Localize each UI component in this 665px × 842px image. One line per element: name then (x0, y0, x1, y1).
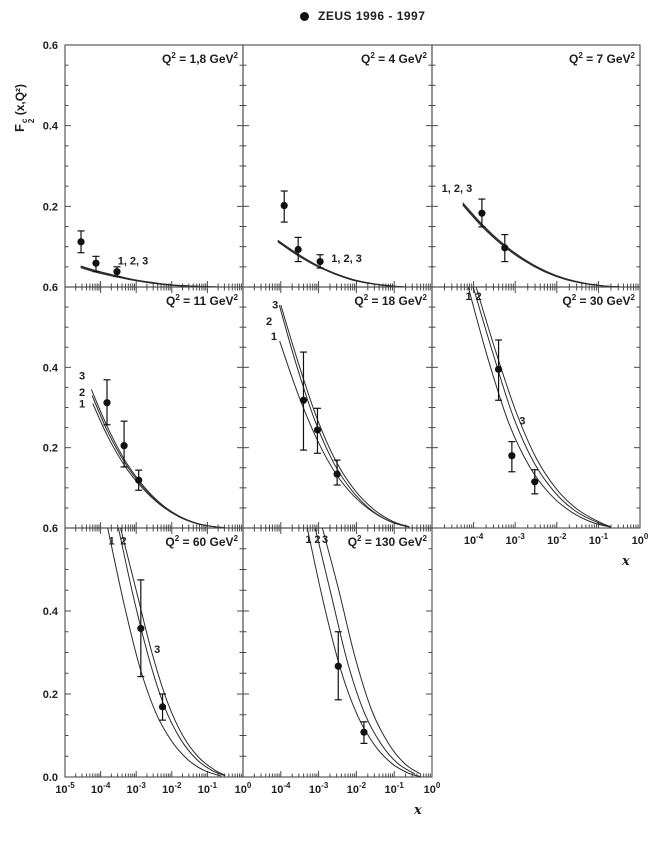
theory-curve-2 (118, 528, 225, 776)
x-tick-label: $10^{-4}$ (463, 532, 484, 547)
panel-q2-60 (43, 523, 252, 796)
panel-ticks (432, 287, 640, 528)
panel-q2-1.8 (43, 40, 243, 287)
data-point (478, 210, 485, 217)
panel-q2-11 (43, 282, 243, 528)
panel-frame (432, 287, 640, 528)
curve-label: 3 (272, 299, 279, 312)
data-point (508, 452, 515, 459)
theory-curve-3 (121, 528, 226, 775)
theory-curve-3 (281, 305, 410, 527)
y-axis-subscript: 2 (27, 118, 36, 124)
curve-label: 2 (120, 535, 127, 548)
x-axis-name: x (622, 554, 630, 569)
x-tick-label: $10^{-1}$ (384, 781, 404, 796)
x-tick-label: $10^{-2}$ (346, 781, 367, 796)
y-tick-label: 0.6 (42, 40, 58, 52)
data-point (159, 703, 166, 710)
y-tick-label: 0.2 (42, 442, 58, 455)
x-tick-label: $10^{-1}$ (588, 532, 609, 547)
curve-label: 3 (519, 415, 526, 428)
theory-curve-2 (473, 287, 611, 527)
curve-label: 1, 2, 3 (441, 183, 473, 196)
data-point (495, 366, 502, 373)
x-tick-label: $10^{-1}$ (197, 781, 218, 796)
x-tick-label: $10^{-5}$ (55, 781, 75, 796)
theory-curve-1 (280, 341, 410, 527)
data-point (501, 244, 508, 251)
panel-q2-30 (432, 287, 649, 569)
data-point (77, 238, 84, 245)
curve-label: 1 (465, 290, 472, 303)
x-tick-label: $10^{-4}$ (271, 781, 291, 796)
data-point (317, 258, 324, 265)
panel-ticks (243, 45, 432, 287)
legend-label: ZEUS 1996 - 1997 (318, 9, 426, 23)
x-tick-label: $10^0$ (234, 781, 252, 796)
data-point (113, 268, 120, 275)
curve-label: 1 (108, 535, 115, 548)
x-tick-label: $10^0$ (631, 532, 649, 547)
panel-frame (65, 45, 243, 287)
theory-curve-1 (465, 287, 611, 527)
panel-title: $Q^2 = 1,8$ GeV$^2$ (162, 51, 238, 66)
theory-curve-2 (279, 305, 409, 527)
data-point (103, 399, 110, 406)
panel-title: $Q^2 = 11$ GeV$^2$ (166, 293, 238, 308)
panel-frame (432, 45, 640, 287)
data-point (334, 471, 341, 478)
data-point (300, 397, 307, 404)
y-tick-label: 0.6 (42, 523, 58, 535)
theory-curve-3 (322, 528, 420, 774)
theory-curve-3 (463, 203, 619, 287)
x-tick-label: $10^{-4}$ (90, 781, 111, 796)
y-tick-label: 0.6 (42, 282, 58, 294)
curve-label: 1 (79, 398, 86, 411)
panel-q2-7 (432, 45, 640, 287)
theory-curve-2 (81, 267, 218, 287)
data-point (360, 729, 367, 736)
y-tick-label: 0.0 (42, 772, 58, 784)
data-point (137, 625, 144, 632)
panel-q2-4 (243, 45, 432, 287)
panel-title: $Q^2 = 18$ GeV$^2$ (354, 293, 427, 308)
theory-curve-3 (91, 389, 225, 527)
curve-label: 3 (154, 644, 161, 657)
panel-title: $Q^2 = 7$ GeV$^2$ (569, 51, 635, 66)
panel-frame (65, 287, 243, 528)
curve-label: 1, 2, 3 (331, 252, 362, 265)
y-tick-label: 0.2 (42, 201, 58, 214)
curve-label: 3 (79, 370, 86, 383)
theory-curve-1 (93, 403, 225, 527)
theory-curve-2 (315, 528, 415, 774)
curve-label: 1 (270, 331, 278, 344)
panel-q2-18 (243, 287, 432, 528)
panel-ticks (243, 528, 432, 777)
panel-frame (243, 45, 432, 287)
curve-label: 2 (314, 534, 321, 547)
panel-ticks (65, 287, 243, 528)
y-tick-label: 0.4 (42, 120, 58, 133)
panel-title: $Q^2 = 30$ GeV$^2$ (562, 293, 635, 308)
data-point (295, 246, 302, 253)
y-axis-symbol: F (12, 124, 27, 133)
theory-curve-3 (81, 266, 218, 287)
x-tick-label: $10^{-3}$ (308, 781, 329, 796)
data-point (335, 663, 342, 670)
panel-title: $Q^2 = 60$ GeV$^2$ (165, 534, 238, 549)
curve-label: 2 (266, 316, 273, 329)
y-tick-label: 0.2 (42, 689, 58, 701)
data-point (314, 426, 321, 433)
theory-curve-2 (463, 204, 619, 287)
theory-curve-1 (108, 528, 222, 776)
theory-curve-2 (92, 395, 225, 527)
data-point (531, 478, 538, 485)
panel-q2-130 (243, 528, 441, 818)
data-point (281, 202, 288, 209)
y-tick-label: 0.4 (42, 362, 58, 375)
x-tick-label: $10^{-2}$ (162, 781, 182, 796)
y-axis-arguments: (x,Q²) (13, 83, 27, 119)
y-axis-superscript: c (20, 118, 29, 124)
theory-curve-3 (476, 287, 611, 527)
data-point (135, 477, 142, 484)
panel-title: $Q^2 = 4$ GeV$^2$ (361, 51, 427, 66)
data-point (92, 260, 99, 267)
x-tick-label: $10^{-2}$ (547, 532, 567, 547)
curve-label: 3 (321, 534, 329, 547)
y-tick-label: 0.4 (42, 606, 58, 618)
x-axis-name: x (414, 803, 422, 818)
x-tick-label: $10^{-3}$ (126, 781, 146, 796)
curve-label: 1 (305, 534, 312, 547)
panel-ticks (432, 45, 640, 287)
panel-title: $Q^2 = 130$ GeV$^2$ (347, 534, 427, 549)
curve-label: 2 (79, 387, 86, 400)
panel-frame (243, 528, 432, 777)
theory-curve-1 (81, 268, 218, 287)
data-point (120, 442, 127, 449)
x-tick-label: $10^0$ (423, 781, 441, 796)
curve-label: 1, 2, 3 (117, 255, 149, 268)
x-tick-label: $10^{-3}$ (505, 532, 525, 547)
panel-ticks (65, 45, 243, 287)
theory-curve-1 (463, 205, 619, 286)
curve-label: 2 (475, 290, 482, 303)
